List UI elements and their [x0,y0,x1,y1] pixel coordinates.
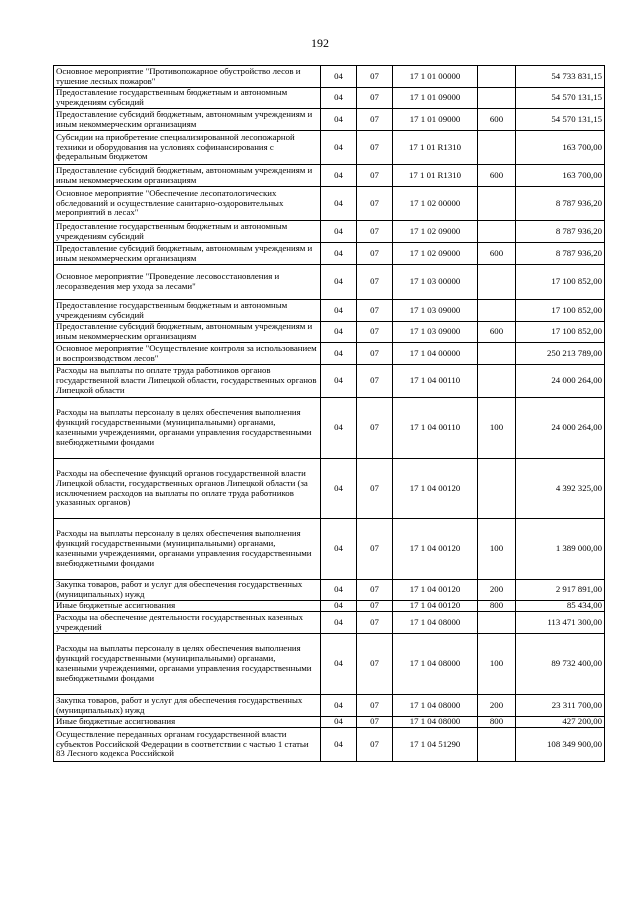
item-name-cell: Предоставление государственным бюджетным и автономным учреждениям субсидий [54,88,321,109]
expense-type-code-cell [478,221,516,243]
table-row [54,695,605,717]
amount-cell: 108 349 900,00 [516,728,605,762]
amount-cell: 4 392 325,00 [516,459,605,519]
expense-type-code-cell [478,365,516,398]
subsection-code-cell: 07 [357,519,393,580]
target-article-code-cell: 17 1 01 09000 [393,88,478,109]
expense-type-code-cell: 100 [478,398,516,459]
section-code-cell: 04 [321,459,357,519]
item-name-cell: Предоставление субсидий бюджетным, автономным учреждениям и иным некоммерческим организациям [54,109,321,131]
table-row [54,88,605,109]
item-name-cell: Основное мероприятие "Проведение лесовосстановления и лесоразведения мер ухода за лесами" [54,265,321,300]
item-name-cell: Расходы на выплаты персоналу в целях обеспечения выполнения функций государственными (муниципальными) органами, казенными учреждениями, органами управления государственными внебюджетными фондами [54,634,321,695]
target-article-code-cell: 17 1 04 00110 [393,365,478,398]
amount-cell: 2 917 891,00 [516,580,605,601]
amount-cell: 427 200,00 [516,717,605,728]
item-name-cell: Иные бюджетные ассигнования [54,717,321,728]
target-article-code-cell: 17 1 01 R1310 [393,131,478,165]
amount-cell: 8 787 936,20 [516,221,605,243]
expense-type-code-cell [478,300,516,322]
section-code-cell: 04 [321,580,357,601]
amount-cell: 1 389 000,00 [516,519,605,580]
subsection-code-cell: 07 [357,459,393,519]
amount-cell: 24 000 264,00 [516,365,605,398]
table-row [54,66,605,88]
table-row [54,459,605,519]
target-article-code-cell: 17 1 04 08000 [393,612,478,634]
table-row [54,398,605,459]
section-code-cell: 04 [321,165,357,187]
target-article-code-cell: 17 1 02 09000 [393,221,478,243]
amount-cell: 17 100 852,00 [516,265,605,300]
subsection-code-cell: 07 [357,365,393,398]
subsection-code-cell: 07 [357,728,393,762]
budget-table-body [54,66,605,762]
table-row [54,717,605,728]
expense-type-code-cell: 600 [478,109,516,131]
amount-cell: 85 434,00 [516,601,605,612]
section-code-cell: 04 [321,612,357,634]
item-name-cell: Закупка товаров, работ и услуг для обеспечения государственных (муниципальных) нужд [54,580,321,601]
section-code-cell: 04 [321,398,357,459]
expense-type-code-cell: 200 [478,580,516,601]
subsection-code-cell: 07 [357,109,393,131]
subsection-code-cell: 07 [357,695,393,717]
expense-type-code-cell [478,88,516,109]
table-row [54,300,605,322]
target-article-code-cell: 17 1 04 00120 [393,459,478,519]
section-code-cell: 04 [321,221,357,243]
table-row [54,187,605,221]
subsection-code-cell: 07 [357,717,393,728]
expense-type-code-cell [478,131,516,165]
table-row [54,131,605,165]
table-row [54,109,605,131]
expense-type-code-cell [478,343,516,365]
target-article-code-cell: 17 1 04 08000 [393,634,478,695]
expense-type-code-cell: 800 [478,717,516,728]
table-row [54,519,605,580]
target-article-code-cell: 17 1 04 00120 [393,519,478,580]
section-code-cell: 04 [321,88,357,109]
amount-cell: 54 570 131,15 [516,88,605,109]
target-article-code-cell: 17 1 04 08000 [393,717,478,728]
amount-cell: 250 213 789,00 [516,343,605,365]
table-row [54,221,605,243]
table-row [54,580,605,601]
item-name-cell: Расходы на выплаты по оплате труда работников органов государственной власти Липецкой области, государственных органов Липецкой области [54,365,321,398]
subsection-code-cell: 07 [357,265,393,300]
item-name-cell: Предоставление государственным бюджетным и автономным учреждениям субсидий [54,221,321,243]
target-article-code-cell: 17 1 04 00120 [393,601,478,612]
amount-cell: 17 100 852,00 [516,322,605,343]
subsection-code-cell: 07 [357,343,393,365]
section-code-cell: 04 [321,717,357,728]
expense-type-code-cell: 200 [478,695,516,717]
table-row [54,612,605,634]
amount-cell: 24 000 264,00 [516,398,605,459]
subsection-code-cell: 07 [357,221,393,243]
amount-cell: 8 787 936,20 [516,243,605,265]
target-article-code-cell: 17 1 01 R1310 [393,165,478,187]
table-row [54,243,605,265]
table-row [54,728,605,762]
item-name-cell: Иные бюджетные ассигнования [54,601,321,612]
amount-cell: 163 700,00 [516,165,605,187]
amount-cell: 89 732 400,00 [516,634,605,695]
expense-type-code-cell: 100 [478,634,516,695]
amount-cell: 17 100 852,00 [516,300,605,322]
item-name-cell: Расходы на выплаты персоналу в целях обеспечения выполнения функций государственными (муниципальными) органами, казенными учреждениями, органами управления государственными внебюджетными фондами [54,398,321,459]
item-name-cell: Расходы на обеспечение деятельности государственных казенных учреждений [54,612,321,634]
target-article-code-cell: 17 1 03 00000 [393,265,478,300]
subsection-code-cell: 07 [357,634,393,695]
target-article-code-cell: 17 1 01 00000 [393,66,478,88]
subsection-code-cell: 07 [357,88,393,109]
target-article-code-cell: 17 1 04 00110 [393,398,478,459]
expense-type-code-cell: 600 [478,322,516,343]
subsection-code-cell: 07 [357,601,393,612]
amount-cell: 54 570 131,15 [516,109,605,131]
expense-type-code-cell: 100 [478,519,516,580]
subsection-code-cell: 07 [357,165,393,187]
expense-type-code-cell [478,728,516,762]
table-row [54,322,605,343]
section-code-cell: 04 [321,243,357,265]
item-name-cell: Основное мероприятие "Осуществление контроля за использованием и воспроизводством лесов" [54,343,321,365]
amount-cell: 54 733 831,15 [516,66,605,88]
target-article-code-cell: 17 1 02 09000 [393,243,478,265]
budget-table [53,65,605,762]
table-row [54,165,605,187]
amount-cell: 163 700,00 [516,131,605,165]
target-article-code-cell: 17 1 04 51290 [393,728,478,762]
expense-type-code-cell [478,187,516,221]
section-code-cell: 04 [321,695,357,717]
target-article-code-cell: 17 1 01 09000 [393,109,478,131]
section-code-cell: 04 [321,109,357,131]
item-name-cell: Расходы на обеспечение функций органов государственной власти Липецкой области, государственных органов Липецкой области (за исключением расходов на выплаты по оплате труда работников указанных органов) [54,459,321,519]
amount-cell: 113 471 300,00 [516,612,605,634]
section-code-cell: 04 [321,66,357,88]
subsection-code-cell: 07 [357,300,393,322]
table-row [54,265,605,300]
subsection-code-cell: 07 [357,243,393,265]
item-name-cell: Предоставление государственным бюджетным и автономным учреждениям субсидий [54,300,321,322]
target-article-code-cell: 17 1 04 00000 [393,343,478,365]
section-code-cell: 04 [321,131,357,165]
expense-type-code-cell: 800 [478,601,516,612]
expense-type-code-cell [478,612,516,634]
item-name-cell: Субсидии на приобретение специализированной лесопожарной техники и оборудования на условиях софинансирования с федеральным бюджетом [54,131,321,165]
amount-cell: 23 311 700,00 [516,695,605,717]
section-code-cell: 04 [321,728,357,762]
subsection-code-cell: 07 [357,580,393,601]
item-name-cell: Предоставление субсидий бюджетным, автономным учреждениям и иным некоммерческим организациям [54,243,321,265]
item-name-cell: Предоставление субсидий бюджетным, автономным учреждениям и иным некоммерческим организациям [54,322,321,343]
item-name-cell: Расходы на выплаты персоналу в целях обеспечения выполнения функций государственными (муниципальными) органами, казенными учреждениями, органами управления государственными внебюджетными фондами [54,519,321,580]
subsection-code-cell: 07 [357,398,393,459]
amount-cell: 8 787 936,20 [516,187,605,221]
subsection-code-cell: 07 [357,612,393,634]
table-row [54,601,605,612]
table-row [54,634,605,695]
expense-type-code-cell: 600 [478,243,516,265]
item-name-cell: Основное мероприятие "Противопожарное обустройство лесов и тушение лесных пожаров" [54,66,321,88]
section-code-cell: 04 [321,634,357,695]
page-number: 192 [311,36,329,50]
target-article-code-cell: 17 1 03 09000 [393,322,478,343]
target-article-code-cell: 17 1 04 00120 [393,580,478,601]
section-code-cell: 04 [321,322,357,343]
section-code-cell: 04 [321,187,357,221]
item-name-cell: Осуществление переданных органам государственной власти субъектов Российской Федерации в соответствии с частью 1 статьи 83 Лесного кодекса Российской [54,728,321,762]
section-code-cell: 04 [321,519,357,580]
expense-type-code-cell [478,66,516,88]
subsection-code-cell: 07 [357,322,393,343]
expense-type-code-cell: 600 [478,165,516,187]
section-code-cell: 04 [321,265,357,300]
section-code-cell: 04 [321,365,357,398]
subsection-code-cell: 07 [357,187,393,221]
target-article-code-cell: 17 1 04 08000 [393,695,478,717]
subsection-code-cell: 07 [357,66,393,88]
target-article-code-cell: 17 1 02 00000 [393,187,478,221]
item-name-cell: Основное мероприятие "Обеспечение лесопатологических обследований и осуществление санитарно-оздоровительных мероприятий в лесах" [54,187,321,221]
expense-type-code-cell [478,265,516,300]
section-code-cell: 04 [321,601,357,612]
section-code-cell: 04 [321,343,357,365]
table-row [54,343,605,365]
subsection-code-cell: 07 [357,131,393,165]
expense-type-code-cell [478,459,516,519]
table-row [54,365,605,398]
item-name-cell: Предоставление субсидий бюджетным, автономным учреждениям и иным некоммерческим организациям [54,165,321,187]
item-name-cell: Закупка товаров, работ и услуг для обеспечения государственных (муниципальных) нужд [54,695,321,717]
target-article-code-cell: 17 1 03 09000 [393,300,478,322]
section-code-cell: 04 [321,300,357,322]
